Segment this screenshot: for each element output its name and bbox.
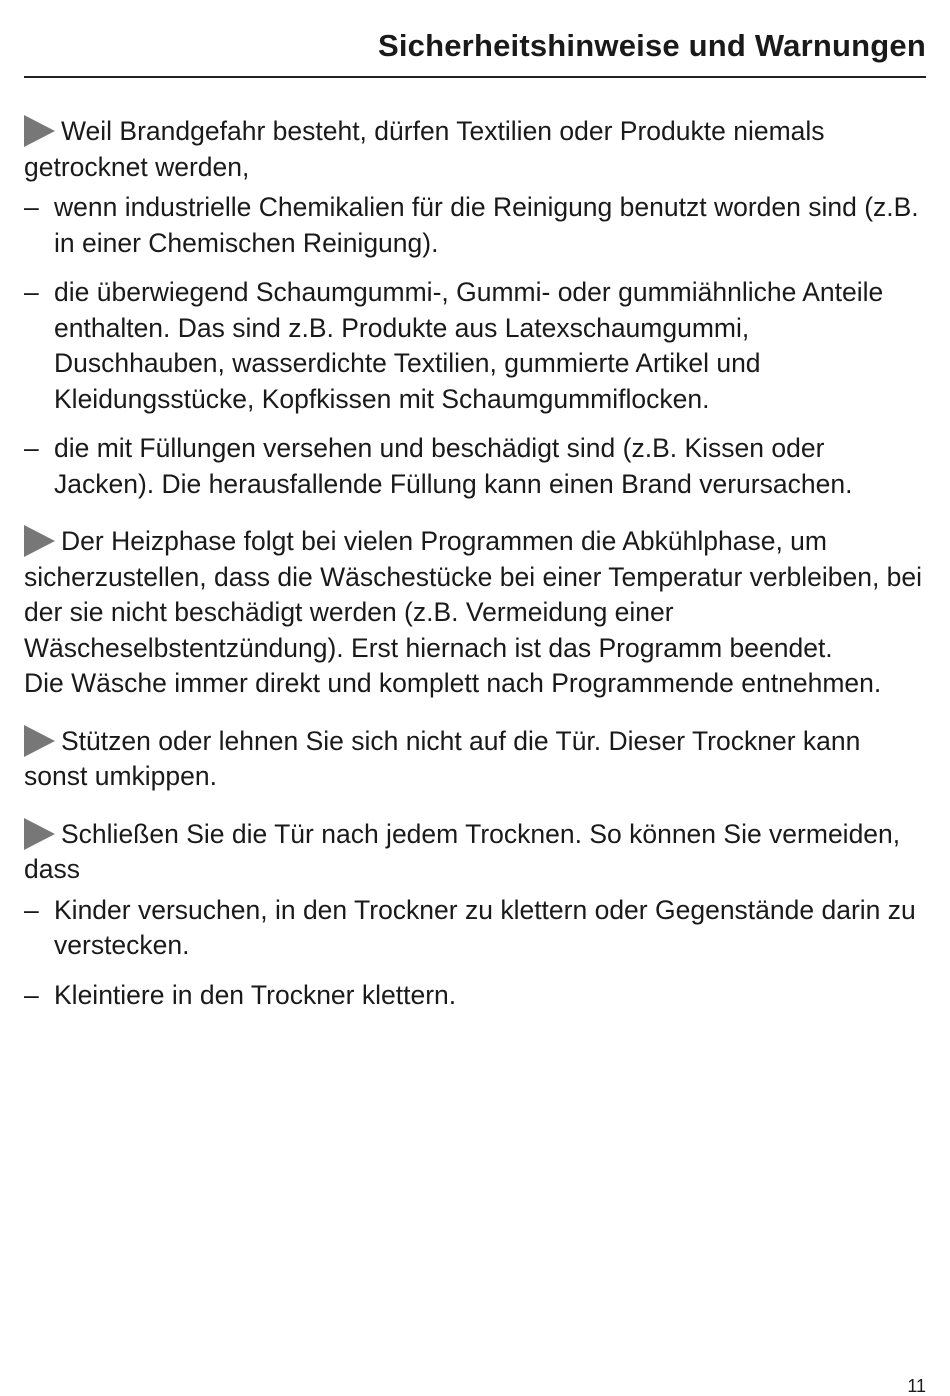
warning-extra: Die Wäsche immer direkt und komplett nach Programmende entnehmen.: [24, 668, 882, 698]
warning-intro: Der Heizphase folgt bei vielen Programmen die Abkühlphase, um sicherzustellen, dass die Wäschestücke bei einer Temperatur verbleiben, bei der sie nicht beschädigt werden (z.B. Vermeidung einer Wäscheselbstentzündung). Erst hiernach ist das Programm beendet.: [24, 526, 923, 663]
dash-marker: –: [24, 192, 39, 222]
list-item: – die mit Füllungen versehen und beschädigt sind (z.B. Kissen oder Jacken). Die herausfallende Füllung kann einen Brand verursachen.: [24, 433, 853, 499]
page-number: 11: [907, 1376, 926, 1396]
triangle-right-icon: [24, 525, 55, 557]
triangle-right-icon: [24, 115, 55, 147]
list-item: – wenn industrielle Chemikalien für die Reinigung benutzt worden sind (z.B. in einer Chemischen Reinigung).: [24, 192, 919, 258]
list-item: – Kinder versuchen, in den Trockner zu klettern oder Gegenstände darin zu verstecken.: [24, 894, 916, 960]
warning-section-cooling-phase: [24, 524, 926, 702]
list-item: – Kleintiere in den Trockner klettern.: [24, 978, 926, 1014]
triangle-right-icon: [24, 818, 55, 850]
page-header: [24, 22, 926, 78]
dash-marker: –: [24, 979, 39, 1010]
page-title: Sicherheitshinweise und Warnungen: [377, 28, 926, 63]
list-item: – die überwiegend Schaumgummi-, Gummi- oder gummiähnliche Anteile enthalten. Das sind z.B. Produkte aus Latexschaumgummi, Duschhauben, wasserdichte Textilien, gummierte Artikel und Kleidungsstücke, Kopfkissen mit Schaumgummiflocken.: [24, 277, 884, 414]
warning-intro: Stützen oder lehnen Sie sich nicht auf die Tür. Dieser Trockner kann sonst umkippen.: [24, 725, 861, 791]
dash-marker: –: [24, 433, 39, 463]
dash-marker: –: [24, 894, 39, 925]
triangle-right-icon: [24, 725, 55, 757]
content: [24, 114, 926, 1027]
warning-intro: Weil Brandgefahr besteht, dürfen Textilien oder Produkte niemals getrocknet werden,: [24, 116, 825, 182]
warning-intro: Schließen Sie die Tür nach jedem Trocknen. So können Sie vermeiden, dass: [24, 818, 901, 884]
warning-section-door-lean: [24, 724, 926, 795]
dash-marker: –: [24, 277, 39, 307]
warning-section-fire-hazard: [24, 114, 926, 502]
warning-section-close-door: [24, 817, 926, 1014]
